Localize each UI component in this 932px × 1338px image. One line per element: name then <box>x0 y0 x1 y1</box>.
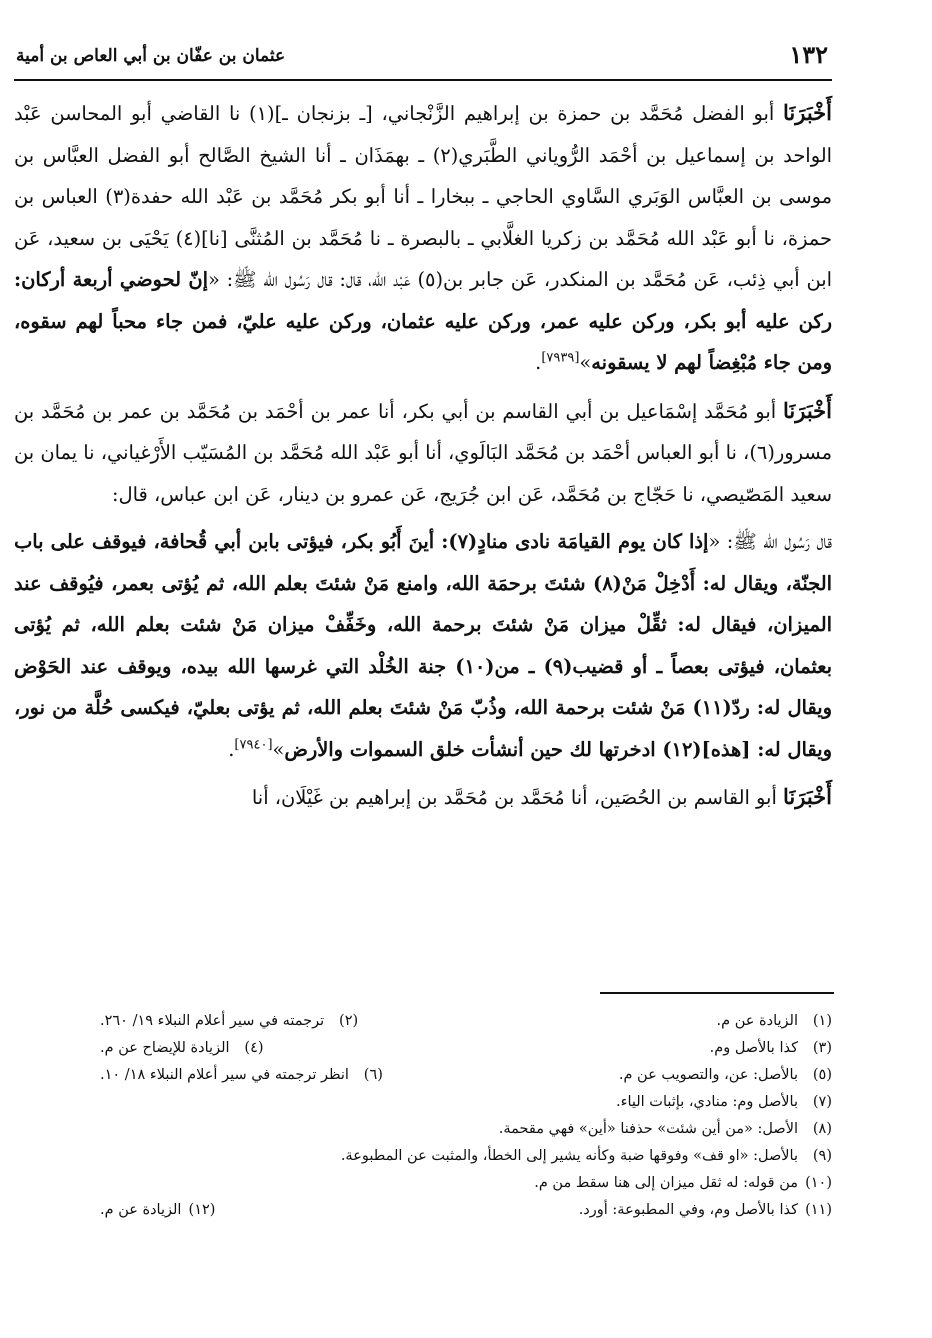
footnote-number: (١) <box>812 1013 832 1029</box>
narration-lead: أَخْبَرَنَا <box>783 100 832 125</box>
footnote-number: (٢) <box>339 1013 359 1029</box>
footnote-row <box>100 1143 832 1170</box>
footnote-text: ترجمته في سير أعلام النبلاء ١٩/ ٢٦٠. <box>100 1013 325 1029</box>
paragraph-3 <box>14 521 832 770</box>
footnote-text: بالأصل: عن، والتصويب عن م. <box>618 1067 798 1083</box>
footnote-5 <box>619 1062 832 1089</box>
isnad-text: قال رَسُول الله ﷺ: « <box>708 530 832 553</box>
footnote-number: (٩) <box>812 1148 832 1164</box>
footnote-number: (٨) <box>812 1121 832 1137</box>
main-text <box>14 92 832 825</box>
hadith-number: [٧٩٤٠] <box>234 737 273 753</box>
footnote-row <box>100 1197 832 1224</box>
footnote-text: بالأصل وم: منادي، بإثبات الياء. <box>616 1094 798 1110</box>
footnote-text: من قوله: له ثقل ميزان إلى هنا سقط من م. <box>534 1175 798 1191</box>
quote-close: » <box>579 351 592 374</box>
footnote-number: (٤) <box>244 1040 264 1056</box>
footnote-12 <box>100 1197 215 1224</box>
footnote-number: (٧) <box>812 1094 832 1110</box>
isnad-text: أبو القاسم بن الحُصَين، أنا مُحَمَّد بن مُحَمَّد بن إبراهيم بن غَيْلَان، أنا <box>251 786 777 809</box>
footnote-row <box>100 1008 832 1035</box>
narration-lead: أَخْبَرَنَا <box>783 397 832 423</box>
footnote-number: (٥) <box>812 1067 832 1083</box>
hadith-text: إذا كان يوم القيامَة نادى منادٍ(٧): أينَ أَبُو بكر، فيؤتى بابن أبي قُحافة، فيوقف على باب الجنّة، ويقال له: أَدْخِلْ مَنْ(٨) شئتَ برحمَة الله، وامنع مَنْ شئتَ بعلم الله، ثم يُؤتى بعمر، فيُوقف عند الميزان، فيقال له: ثقِّلْ ميزان مَنْ شئتَ برحمة الله، وخَفِّفْ ميزان مَنْ شئت بعلم الله، ثم يُؤتى بعثمان، فيؤتى بعصاً ـ أو قضيب(٩) ـ من(١٠) جنة الخُلْد التي غرسها الله بيده، ويوقف عند الحَوْض ويقال له: ردّ(١١) مَنْ شئت برحمة الله، وذُبّ مَنْ شئتَ بعلم الله، ثم يؤتى بعليّ، فيكسى حُلَّة من نور، ويقال له: [هذه](١٢) ادخرتها لك حين أنشأت خلق السموات والأرض <box>14 530 833 761</box>
hadith-number: [٧٩٣٩] <box>541 350 580 366</box>
footnote-11 <box>579 1197 832 1224</box>
footnote-9 <box>341 1143 832 1170</box>
footnote-text: بالأصل: «او قف» وفوقها ضبة وكأنه يشير إلى الخطأ، والمثبت عن المطبوعة. <box>340 1148 798 1164</box>
footnote-2 <box>100 1008 358 1035</box>
footnote-text: الزيادة عن م. <box>716 1013 798 1029</box>
footnote-text: الزيادة عن م. <box>100 1202 182 1218</box>
footnote-10 <box>534 1170 832 1197</box>
footnote-row <box>100 1062 832 1089</box>
footnote-number: (٣) <box>812 1040 832 1056</box>
footnote-text: الزيادة للإيضاح عن م. <box>100 1040 230 1056</box>
footnote-4 <box>100 1035 264 1062</box>
footnote-text: الأصل: «من أين شئت» حذفنا «أين» فهي مقحمة. <box>498 1121 798 1137</box>
running-title: عثمان بن عفّان بن أبي العاص بن أمية <box>16 46 286 66</box>
footnote-1 <box>717 1008 832 1035</box>
footnote-row <box>100 1116 832 1143</box>
footnote-number: (١٢) <box>188 1202 216 1218</box>
isnad-text: أبو مُحَمَّد إسْمَاعيل بن أبي القاسم بن أبي بكر، أنا عمر بن أحْمَد بن مُحَمَّد بن عمر بن مُحَمَّد بن مسرور(٦)، نا أبو العباس أحْمَد بن مُحَمَّد البَالَوي، أنا أبو عَبْد الله مُحَمَّد بن المُسَيّب الأَرْغياني، نا يمان بن سعيد المَصّيصي، نا حَجّاج بن مُحَمَّد، عَن ابن جُرَيج، عَن عمرو بن دينار، عَن ابن عباس، قال: <box>14 399 832 506</box>
footnote-6 <box>100 1062 383 1089</box>
footnote-number: (١٠) <box>805 1175 832 1191</box>
paragraph-2 <box>14 390 832 516</box>
period: . <box>228 737 235 761</box>
header-divider <box>14 79 832 81</box>
footnote-8 <box>499 1116 832 1143</box>
period: . <box>535 351 542 374</box>
footnote-3 <box>710 1035 832 1062</box>
isnad-text: أبو الفضل مُحَمَّد بن حمزة بن إبراهيم الزَّنْجاني، [ـ بزنجان ـ](١) نا القاضي أبو المحاسن عَبْد الواحد بن إسماعيل بن أحْمَد الرُّوياني الطَّبَري(٢) ـ بهمَذَان ـ أنا الشيخ الصَّالح أبو الفضل العبَّاس بن موسى بن العبَّاس الوَبَري السَّاوي الحاجي ـ ببخارا ـ أنا أبو بكر مُحَمَّد بن عَبْد الله حفدة(٣) العباس بن حمزة، نا أبو عَبْد الله مُحَمَّد بن زكريا الغلَّابي ـ بالبصرة ـ نا مُحَمَّد بن المُثنَّى [نا](٤) يَحْيَى بن سعيد، عَن ابن أبي ذِئب، عَن مُحَمَّد بن المنكدر، عَن جابر بن(٥) عَبْد الله، قال: قال رَسُول الله ﷺ: « <box>14 102 833 291</box>
paragraph-4 <box>14 776 832 819</box>
footnote-number: (١١) <box>805 1202 832 1218</box>
footnote-7 <box>616 1089 832 1116</box>
page-number: ١٣٢ <box>789 40 828 69</box>
hadith-text: إنّ لحوضي أربعة أركان: ركن عليه أبو بكر، وركن عليه عمر، وركن عليه عثمان، وركن عليه عليّ، فمن جاء محباً لهم سقوه، ومن جاء مُبْغِضاً لهم لا يسقونه <box>14 268 832 374</box>
footnote-row <box>100 1089 832 1116</box>
quote-close: » <box>272 737 285 761</box>
footnote-text: انظر ترجمته في سير أعلام النبلاء ١٨/ ١٠. <box>100 1067 349 1083</box>
footnote-number: (٦) <box>363 1067 383 1083</box>
footnote-text: كذا بالأصل وم، وفي المطبوعة: أورد. <box>578 1202 798 1218</box>
footnotes <box>100 1008 832 1224</box>
footnote-row <box>100 1170 832 1197</box>
narration-lead: أَخْبَرَنَا <box>783 784 832 809</box>
footnote-row <box>100 1035 832 1062</box>
paragraph-1 <box>14 92 832 384</box>
footnote-divider <box>600 992 834 994</box>
footnote-text: كذا بالأصل وم. <box>709 1040 798 1056</box>
